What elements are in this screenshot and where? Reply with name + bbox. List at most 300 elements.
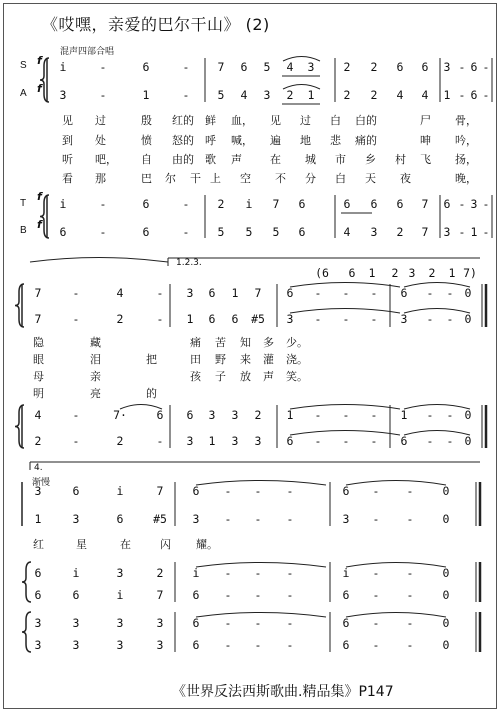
s1-soprano-note: 2: [343, 60, 351, 74]
s2-lyric: 隐: [33, 336, 44, 349]
s1-soprano-note: -: [99, 60, 107, 74]
s1-bass-note: -: [482, 225, 490, 239]
s1-alto-note: 1: [142, 88, 150, 102]
s2-bass-note: 3: [254, 434, 262, 448]
s1-bass-note: 6: [298, 225, 306, 239]
s1-slur-a: [283, 85, 320, 90]
s1-alto-note: 3: [263, 88, 271, 102]
s2-tie-t2: [404, 405, 470, 410]
s3-s-note: -: [286, 484, 294, 498]
s1-soprano-note: 4: [286, 60, 294, 74]
s3-t1-note: -: [224, 566, 232, 580]
s1-soprano-note: 7: [217, 60, 225, 74]
s2-bass-note: -: [342, 434, 350, 448]
s1-lyric: 声: [231, 153, 242, 166]
s2-tie-b2: [404, 431, 470, 436]
s3-t1-note: -: [254, 566, 262, 580]
s2-alto-note: 3: [400, 312, 408, 326]
s3-t2-note: -: [372, 588, 380, 602]
s1-lyric: 痛的: [355, 134, 377, 147]
s1-lyric: 悲: [330, 134, 341, 147]
s2-lyric: 田: [190, 353, 201, 366]
s3-b2-note: -: [406, 638, 414, 652]
s2-lyric: 野: [215, 353, 226, 366]
s1-tenor-note: 6: [343, 197, 351, 211]
s3-a-note: -: [224, 512, 232, 526]
s3-s-note: -: [254, 484, 262, 498]
s1-alto-note: 2: [343, 88, 351, 102]
s2-alto-note: 2: [116, 312, 124, 326]
s1-lyric: 白的: [355, 114, 377, 127]
s3-t1-note: -: [286, 566, 294, 580]
s2-soprano-note: 6: [400, 286, 408, 300]
s1-alto-note: 2: [370, 88, 378, 102]
s2-soprano-note: 6: [208, 286, 216, 300]
s3-lyric: 耀。: [196, 538, 218, 551]
s3-lyric: 星: [76, 538, 87, 551]
voice-label-a: A: [20, 88, 27, 99]
s3-s-note: 0: [442, 484, 450, 498]
s1-soprano-note: -: [182, 60, 190, 74]
s2-bass-note: 0: [464, 434, 472, 448]
s2-echo-note: (6: [315, 266, 329, 280]
s1-lyric: 殷: [141, 114, 152, 127]
s3-t2-note: i: [116, 588, 124, 602]
s1-lyric: 干: [190, 172, 201, 185]
s1-alto-note: 3: [59, 88, 67, 102]
s1-lyric: 吧，: [95, 153, 117, 166]
s3-s-note: -: [406, 484, 414, 498]
s2-soprano-note: 0: [464, 286, 472, 300]
s2-tie-a2: [404, 309, 470, 314]
s2-bass-note: -: [426, 434, 434, 448]
s3-t2-note: 0: [442, 588, 450, 602]
s2-tenor-note: 1: [286, 408, 294, 422]
s2-bass-note: -: [156, 434, 164, 448]
s2-tenor-note: 3: [231, 408, 239, 422]
s2-alto-note: 7: [34, 312, 42, 326]
s1-lyric: 红的: [172, 114, 194, 127]
s2-bass-note: 3: [186, 434, 194, 448]
s2-bass-note: 2: [34, 434, 42, 448]
s2-lyric: 明: [33, 387, 44, 400]
s1-bass-note: -: [99, 225, 107, 239]
s1-tenor-note: -: [99, 197, 107, 211]
s2-tie-s2: [404, 283, 470, 288]
s2-bass-note: -: [446, 434, 454, 448]
s3-lyric: 闪: [160, 538, 171, 551]
s3-t2-note: 7: [156, 588, 164, 602]
s2-alto-note: -: [156, 312, 164, 326]
s3-b1-note: 3: [116, 616, 124, 630]
s2-soprano-note: -: [314, 286, 322, 300]
s2-lyric: 少。: [286, 336, 308, 349]
s1-tenor-note: 6: [443, 197, 451, 211]
s3-t2-note: -: [254, 588, 262, 602]
s2-soprano-note: 4: [116, 286, 124, 300]
s2-soprano-note: 3: [186, 286, 194, 300]
s1-alto-note: -: [182, 88, 190, 102]
s1-lyric: 那: [95, 172, 106, 185]
s1-tenor-note: -: [482, 197, 490, 211]
s1-bass-note: 4: [343, 225, 351, 239]
s1-alto-note: 4: [421, 88, 429, 102]
s1-lyric: 愤: [141, 134, 152, 147]
s3-b1-note: 6: [192, 616, 200, 630]
s1-lyric: 空: [240, 172, 251, 185]
s2-alto-note: -: [370, 312, 378, 326]
s1-lyric: 飞: [420, 153, 431, 166]
s2-alto-note: -: [426, 312, 434, 326]
s1-lyric: 自: [141, 153, 152, 166]
s1-lyric: 遍: [270, 134, 281, 147]
s3-t1-note: i: [342, 566, 350, 580]
s1-lyric: 扬，: [455, 153, 477, 166]
s2-tenor-note: 6: [186, 408, 194, 422]
s1-lyric: 天: [365, 172, 376, 185]
s2-echo-note: 1: [448, 266, 456, 280]
s2-alto-note: -: [342, 312, 350, 326]
s2-lyric: 孩: [190, 370, 201, 383]
s3-t2-note: 6: [34, 588, 42, 602]
s1-lyric: 怒的: [172, 134, 194, 147]
s1-lyric: 喊，: [231, 134, 253, 147]
s1-bass-note: 5: [272, 225, 280, 239]
s1-lyric: 骨，: [455, 114, 477, 127]
s1-lyric: 呼: [205, 134, 216, 147]
s1-lyric: 尸: [420, 114, 431, 127]
s1-tenor-note: 3: [470, 197, 478, 211]
s3-b2-note: -: [254, 638, 262, 652]
s1-lyric: 吟，: [455, 134, 477, 147]
s3-b2-note: 3: [34, 638, 42, 652]
s1-bass-note: -: [458, 225, 466, 239]
s3-a-note: 3: [72, 512, 80, 526]
s3-b2-note: 6: [192, 638, 200, 652]
source-caption: 《世界反法西斯歌曲.精品集》P147: [172, 684, 394, 700]
s3-tie-b1: [196, 613, 326, 618]
s2-lyric: 母: [33, 370, 44, 383]
s2-bass-note: 3: [231, 434, 239, 448]
s2-soprano-note: 6: [286, 286, 294, 300]
s1-lyric: 见: [62, 114, 73, 127]
s3-s-note: 6: [342, 484, 350, 498]
s2-tenor-note: 6: [156, 408, 164, 422]
s3-a-note: 1: [34, 512, 42, 526]
s3-t1-note: -: [372, 566, 380, 580]
s2-echo-note: 6: [348, 266, 356, 280]
s1-lyric: 过: [95, 114, 106, 127]
s3-b2-note: 0: [442, 638, 450, 652]
s1-alto-note: -: [458, 88, 466, 102]
s3-t1-note: i: [192, 566, 200, 580]
s1-soprano-note: 6: [396, 60, 404, 74]
s2-echo-slur: [30, 258, 168, 263]
s1-tenor-note: 7: [272, 197, 280, 211]
s2-tenor-note: 7·: [113, 408, 127, 422]
s2-lyric: 来: [240, 353, 251, 366]
s2-alto-note: #5: [251, 312, 265, 326]
s2-soprano-note: -: [342, 286, 350, 300]
s1-slur-s: [283, 57, 320, 62]
s2-lyric: 痛: [190, 336, 201, 349]
s3-t2-note: -: [406, 588, 414, 602]
s1-bass-note: 2: [396, 225, 404, 239]
s3-b1-note: 3: [156, 616, 164, 630]
s2-tie-t1: [290, 405, 400, 410]
s3-b2-note: 6: [342, 638, 350, 652]
volta-2: 4.: [34, 463, 43, 473]
s1-lyric: 在: [270, 153, 281, 166]
s1-lyric: 见: [270, 114, 281, 127]
s2-soprano-note: 7: [254, 286, 262, 300]
voice-label-b: B: [20, 225, 27, 236]
s3-tie-t1: [196, 563, 326, 568]
s2-lyric: 眼: [33, 353, 44, 366]
page-title: 《哎嘿，亲爱的巴尔干山》 (2): [42, 15, 270, 34]
s3-b2-note: -: [286, 638, 294, 652]
s3-b2-note: -: [224, 638, 232, 652]
s1-bass-note: 5: [217, 225, 225, 239]
s2-bass-note: 6: [286, 434, 294, 448]
s2-lyric: 声: [263, 370, 274, 383]
s2-lyric: 亲: [90, 370, 101, 383]
s3-t2-note: -: [224, 588, 232, 602]
s1-lyric: 上: [210, 172, 221, 185]
s3-s-note: 6: [72, 484, 80, 498]
s1-tenor-note: 6: [298, 197, 306, 211]
s1-tenor-note: -: [182, 197, 190, 211]
key-mark-t: f: [37, 190, 42, 203]
s1-lyric: 处: [95, 134, 106, 147]
s1-lyric: 晚，: [455, 172, 477, 185]
s2-alto-note: -: [314, 312, 322, 326]
s2-slur-t: [120, 405, 162, 410]
s3-a-note: 6: [116, 512, 124, 526]
key-mark-b: f: [37, 218, 42, 231]
s1-lyric: 到: [62, 134, 73, 147]
s2-tenor-note: -: [370, 408, 378, 422]
s2-lyric: 把: [146, 353, 157, 366]
s1-lyric: 呻: [420, 134, 431, 147]
s1-soprano-note: -: [458, 60, 466, 74]
s3-t2-note: 6: [342, 588, 350, 602]
s1-tenor-note: i: [245, 197, 253, 211]
s3-a-note: 0: [442, 512, 450, 526]
s1-bass-note: 7: [421, 225, 429, 239]
s2-soprano-note: -: [446, 286, 454, 300]
s3-b1-note: -: [406, 616, 414, 630]
s1-soprano-note: 3: [307, 60, 315, 74]
s1-lyric: 巴: [141, 172, 152, 185]
s2-alto-note: -: [446, 312, 454, 326]
s2-lyric: 浇。: [286, 353, 308, 366]
s2-tenor-note: 0: [464, 408, 472, 422]
s1-lyric: 血，: [231, 114, 253, 127]
s2-echo-note: 7): [463, 266, 477, 280]
s2-bass-note: 2: [116, 434, 124, 448]
s3-t1-note: -: [406, 566, 414, 580]
s1-lyric: 白: [335, 172, 346, 185]
s2-alto-note: -: [72, 312, 80, 326]
s2-bass-note: -: [314, 434, 322, 448]
s3-b2-note: 3: [116, 638, 124, 652]
s2-echo-note: 3: [408, 266, 416, 280]
s3-mid-brace: [22, 562, 31, 602]
s3-a-note: -: [372, 512, 380, 526]
s1-lyric: 城: [305, 153, 316, 166]
s2-echo-note: 2: [391, 266, 399, 280]
s2-soprano-note: 7: [34, 286, 42, 300]
s2-lyric: 藏: [90, 336, 101, 349]
s3-s-note: 3: [34, 484, 42, 498]
s1-tenor-note: 6: [370, 197, 378, 211]
s3-t2-note: 6: [192, 588, 200, 602]
tempo-mark: 渐慢: [32, 478, 51, 488]
s3-t1-note: 2: [156, 566, 164, 580]
s3-tie-s2: [346, 481, 446, 486]
s2-echo-note: 2: [428, 266, 436, 280]
s1-soprano-note: 6: [421, 60, 429, 74]
s1-lyric: 鲜: [205, 114, 216, 127]
s3-b1-note: 3: [72, 616, 80, 630]
s1-bass-note: 5: [245, 225, 253, 239]
s3-s-note: -: [372, 484, 380, 498]
s1-bass-note: 3: [443, 225, 451, 239]
s1-alto-note: -: [482, 88, 490, 102]
s2-tenor-note: 3: [208, 408, 216, 422]
s3-b1-note: -: [254, 616, 262, 630]
s1-soprano-note: -: [482, 60, 490, 74]
s1-soprano-note: 5: [263, 60, 271, 74]
s2-tenor-note: -: [342, 408, 350, 422]
s3-b2-note: 3: [156, 638, 164, 652]
s2-lyric: 笑。: [286, 370, 308, 383]
s1-alto-note: 5: [217, 88, 225, 102]
s1-lyric: 看: [62, 172, 73, 185]
s2-bass-note: 1: [208, 434, 216, 448]
s2-soprano-note: -: [72, 286, 80, 300]
s2-alto-note: 1: [186, 312, 194, 326]
s2-alto-note: 6: [208, 312, 216, 326]
s2-lyric: 泪: [90, 353, 101, 366]
s1-alto-note: 4: [240, 88, 248, 102]
s3-lyric: 在: [120, 538, 131, 551]
s3-a-note: 3: [192, 512, 200, 526]
s2-bass-note: 6: [400, 434, 408, 448]
s3-a-note: -: [406, 512, 414, 526]
s2-echo-note: 1: [368, 266, 376, 280]
s1-soprano-note: 6: [142, 60, 150, 74]
s3-tie-s1: [196, 481, 326, 486]
s2-lyric: 的: [146, 387, 157, 400]
s3-t1-note: 3: [116, 566, 124, 580]
key-mark-s: f: [37, 54, 42, 67]
s3-t1-note: i: [72, 566, 80, 580]
s2-tenor-note: -: [446, 408, 454, 422]
s3-tie-b2: [346, 613, 446, 618]
s3-a-note: 3: [342, 512, 350, 526]
s3-b1-note: 6: [342, 616, 350, 630]
s1-lyric: 白: [330, 114, 341, 127]
s2-tenor-note: 4: [34, 408, 42, 422]
s1-soprano-note: 3: [443, 60, 451, 74]
s3-a-note: -: [286, 512, 294, 526]
s3-b1-note: 0: [442, 616, 450, 630]
volta-1: 1.2.3.: [176, 258, 202, 268]
voice-label-s: S: [20, 60, 27, 71]
s1-lyric: 夜: [400, 172, 411, 185]
s2-tenor-note: -: [314, 408, 322, 422]
s1-tenor-note: 7: [421, 197, 429, 211]
s2-bass-note: -: [370, 434, 378, 448]
s1-bass-note: 3: [370, 225, 378, 239]
s2-bass-note: -: [72, 434, 80, 448]
s2-soprano-note: -: [156, 286, 164, 300]
s1-lyric: 由的: [172, 153, 194, 166]
s3-lyric: 红: [33, 538, 44, 551]
s2-alto-note: 6: [231, 312, 239, 326]
s2-tenor-note: -: [72, 408, 80, 422]
performance-note: 混声四部合唱: [60, 47, 115, 57]
s1-soprano-note: 6: [240, 60, 248, 74]
s3-t2-note: -: [286, 588, 294, 602]
s1-tenor-note: 6: [396, 197, 404, 211]
s1-alto-note: 2: [286, 88, 294, 102]
s2-tie-s1: [290, 283, 400, 288]
s1-soprano-note: 6: [470, 60, 478, 74]
s1-lyric: 分: [305, 172, 316, 185]
s1-alto-note: 4: [396, 88, 404, 102]
s2-lyric: 子: [215, 370, 226, 383]
s1-alto-note: 1: [307, 88, 315, 102]
s3-t2-note: 6: [72, 588, 80, 602]
s2-soprano-note: -: [370, 286, 378, 300]
s3-s-note: i: [116, 484, 124, 498]
s1-bass-note: 1: [470, 225, 478, 239]
s3-s-note: 7: [156, 484, 164, 498]
s1-lyric: 过: [300, 114, 311, 127]
s2-alto-note: 0: [464, 312, 472, 326]
s3-t1-note: 6: [34, 566, 42, 580]
s3-t1-note: 0: [442, 566, 450, 580]
s1-lyric: 乡: [365, 153, 376, 166]
s1-tenor-note: 6: [142, 197, 150, 211]
s3-b1-note: -: [372, 616, 380, 630]
s3-b2-note: -: [372, 638, 380, 652]
s2-tie-a1: [290, 309, 400, 314]
s3-s-note: 6: [192, 484, 200, 498]
s2-lyric: 苦: [215, 336, 226, 349]
s1-lyric: 市: [335, 153, 346, 166]
s2-alto-note: 3: [286, 312, 294, 326]
s2-tenor-note: 1: [400, 408, 408, 422]
s1-lyric: 村: [395, 153, 406, 166]
s2-lyric: 知: [240, 336, 251, 349]
s1-alto-note: 1: [443, 88, 451, 102]
key-mark-a: f: [37, 82, 42, 95]
s2-lyric: 多: [263, 336, 274, 349]
s1-bass-note: 6: [142, 225, 150, 239]
s1-lyric: 歌: [205, 153, 216, 166]
s1-lyric: 地: [300, 134, 311, 147]
s1-lyric: 听: [62, 153, 73, 166]
s3-lower-brace: [22, 612, 31, 652]
s2-soprano-note: -: [426, 286, 434, 300]
s1-alto-note: -: [99, 88, 107, 102]
s3-a-note: #5: [153, 512, 167, 526]
s1-tenor-note: i: [59, 197, 67, 211]
